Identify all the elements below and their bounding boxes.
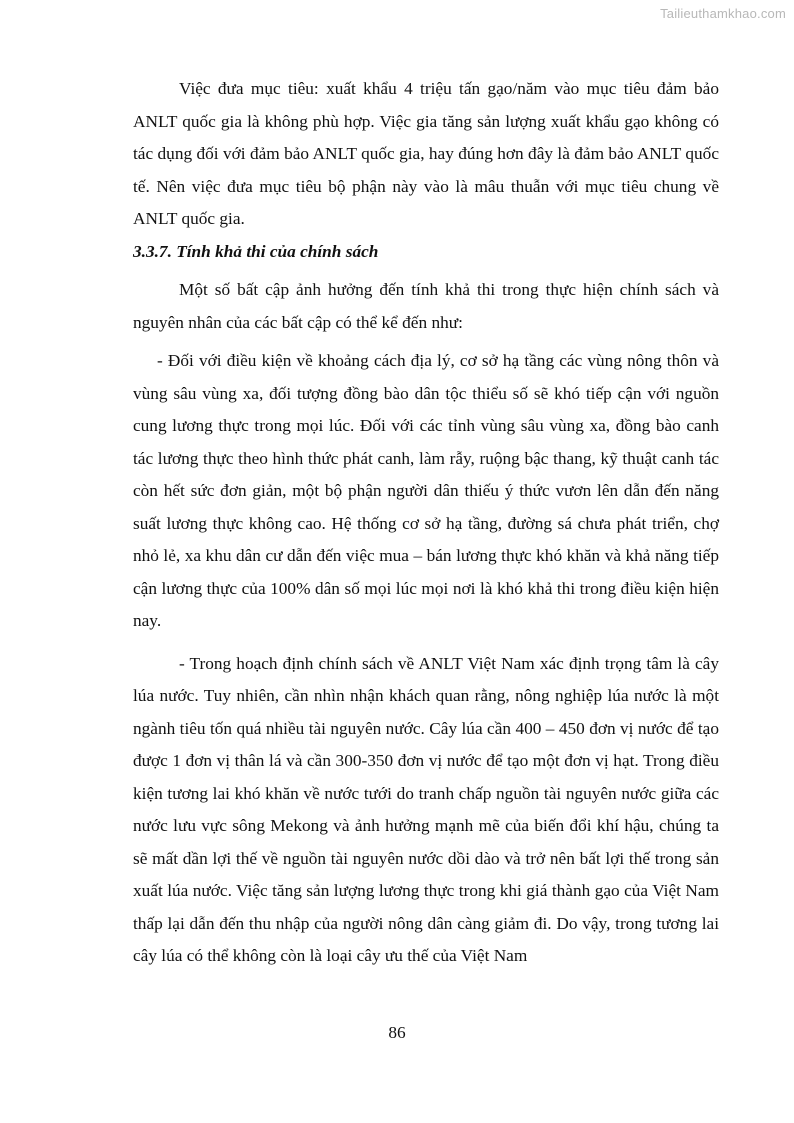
section-heading: 3.3.7. Tính khả thi của chính sách <box>133 241 379 261</box>
page-number: 86 <box>388 1023 406 1042</box>
paragraph-4: - Trong hoạch định chính sách về ANLT Việt Nam xác định trọng tâm là cây lúa nước. Tuy nhiên, cần nhìn nhận khách quan rằng, nông nghiệp lúa nước là một ngành tiêu tốn quá nhiều tài nguyên nước. Cây lúa cần 400 – 450 đơn vị nước để tạo được 1 đơn vị thân lá và cần 300-350 đơn vị nước để tạo một đơn vị hạt. Trong điều kiện tương lai khó khăn về nước tưới do tranh chấp nguồn tài nguyên nước giữa các nước lưu vực sông Mekong và ảnh hưởng mạnh mẽ của biến đổi khí hậu, chúng ta sẽ mất dần lợi thế về nguồn tài nguyên nước dồi dào và trở nên bất lợi thế trong sản xuất lúa nước. Việc tăng sản lượng lương thực trong khi giá thành gạo của Việt Nam thấp lại dẫn đến thu nhập của người nông dân càng giảm đi. Do vậy, trong tương lai cây lúa có thể không còn là loại cây ưu thế của Việt Nam <box>133 653 719 965</box>
paragraph-1: Việc đưa mục tiêu: xuất khẩu 4 triệu tấn gạo/năm vào mục tiêu đảm bảo ANLT quốc gia là không phù hợp. Việc gia tăng sản lượng xuất khẩu gạo không có tác dụng đối với đảm bảo ANLT quốc gia, hay đúng hơn đây là đảm bảo ANLT quốc tế. Nên việc đưa mục tiêu bộ phận này vào là mâu thuẫn với mục tiêu chung về ANLT quốc gia. <box>133 79 719 228</box>
paragraph-2: Một số bất cập ảnh hưởng đến tính khả thi trong thực hiện chính sách và nguyên nhân của các bất cập có thể kể đến như: <box>133 280 719 332</box>
paragraph-3: - Đối với điều kiện về khoảng cách địa lý, cơ sở hạ tầng các vùng nông thôn và vùng sâu vùng xa, đối tượng đồng bào dân tộc thiểu số sẽ khó tiếp cận với nguồn cung lương thực trong mọi lúc. Đối với các tỉnh vùng sâu vùng xa, đồng bào canh tác lương thực theo hình thức phát canh, làm rẫy, ruộng bậc thang, kỹ thuật canh tác còn hết sức đơn giản, một bộ phận người dân thiếu ý thức vươn lên dẫn đến năng suất lương thực không cao. Hệ thống cơ sở hạ tầng, đường sá chưa phát triển, chợ nhỏ lẻ, xa khu dân cư dẫn đến việc mua – bán lương thực khó khăn và khả năng tiếp cận lương thực của 100% dân số mọi lúc mọi nơi là khó khả thi trong điều kiện hiện nay. <box>133 351 719 630</box>
watermark: Tailieuthamkhao.com <box>660 6 786 21</box>
document-body <box>133 73 719 973</box>
